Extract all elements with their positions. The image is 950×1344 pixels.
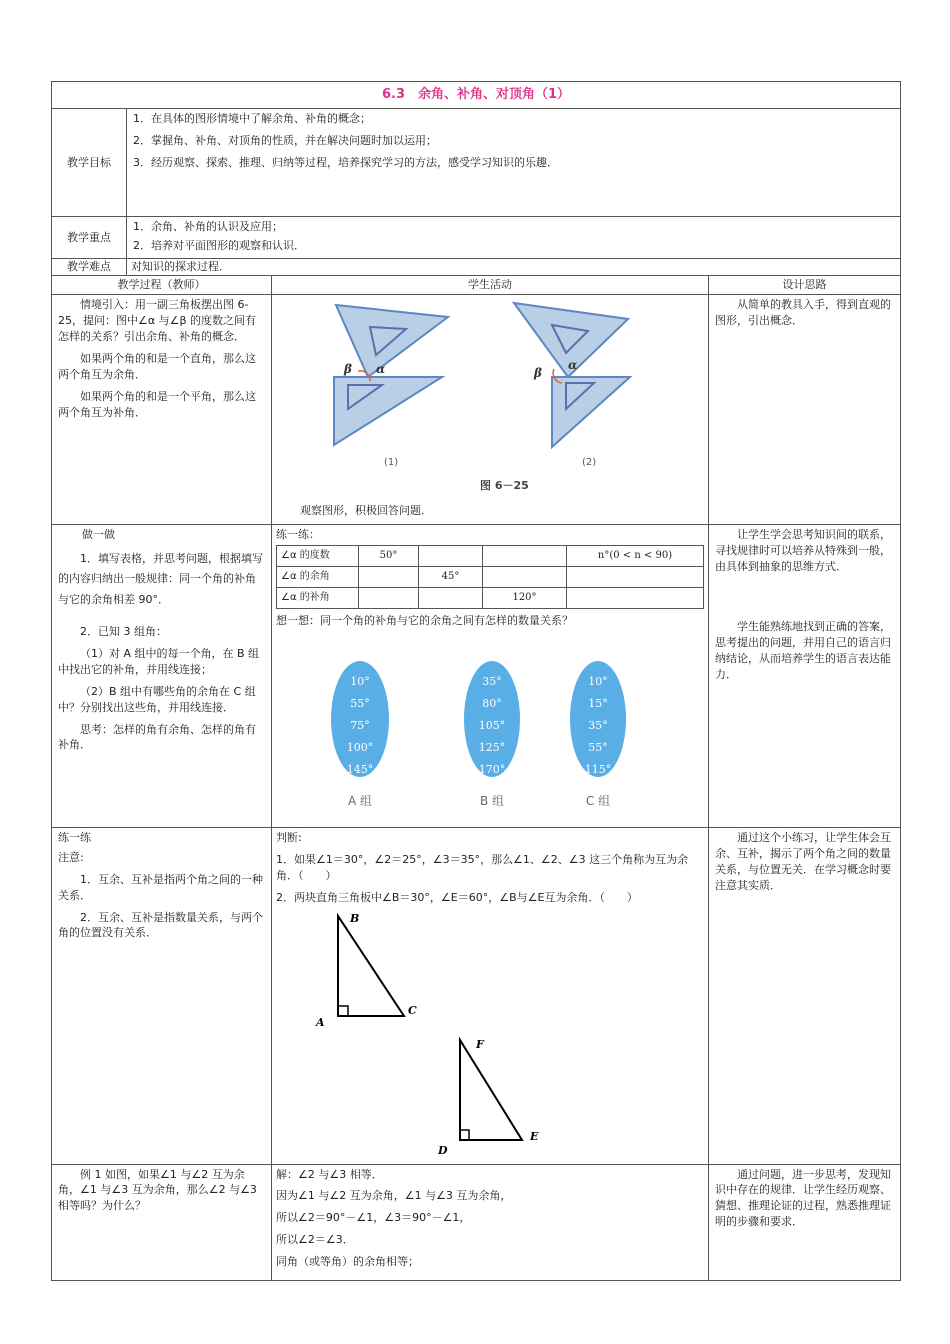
row3-design — [709, 827, 901, 1164]
row1-student — [272, 294, 709, 524]
subfigure-label: (1) — [384, 456, 399, 468]
group-b — [464, 661, 520, 808]
objective-item: 2．掌握角、补角、对顶角的性质，并在解决问题时加以运用； — [133, 133, 437, 147]
row2-teacher — [52, 524, 272, 827]
column-header-design: 设计思路 — [709, 275, 901, 294]
teacher-paragraph: 思考：怎样的角有余角、怎样的角有补角． — [58, 722, 256, 752]
row2-student — [272, 524, 709, 827]
key-point-item: 2．培养对平面图形的观察和认识． — [133, 238, 305, 252]
solution-line: 所以∠2＝90°－∠1，∠3＝90°－∠1， — [276, 1211, 471, 1225]
think-question: 想一想：同一个角的补角与它的余角之间有怎样的数量关系？ — [276, 613, 573, 627]
table-cell[interactable]: 45° — [419, 566, 483, 587]
key-point-item: 1．余角、补角的认识及应用； — [133, 220, 283, 233]
group-value: 80° — [482, 696, 502, 710]
table-cell[interactable] — [483, 545, 567, 566]
group-name: B 组 — [479, 793, 505, 808]
group-name: A 组 — [347, 793, 373, 808]
group-value: 15° — [588, 696, 608, 710]
teacher-paragraph: 注意: — [58, 850, 84, 864]
column-header-teacher: 教学过程（教师） — [52, 275, 272, 294]
lesson-plan-table — [51, 81, 901, 1281]
group-c — [570, 661, 626, 808]
teacher-paragraph: 如果两个角的和是一个直角，那么这两个角互为余角． — [58, 351, 256, 381]
ruler-set-1 — [334, 305, 448, 468]
table-cell[interactable]: 50° — [359, 545, 419, 566]
group-value: 125° — [478, 740, 506, 754]
subfigure-label: (2) — [582, 456, 597, 468]
teacher-heading: 练一练 — [58, 830, 91, 844]
group-value: 145° — [346, 762, 374, 776]
table-cell[interactable]: 120° — [483, 587, 567, 608]
triangle-rulers-figure — [276, 297, 704, 497]
judge-label: 判断: — [276, 830, 302, 844]
design-note: 通过问题，进一步思考，发现知识中存在的规律．让学生经历观察、猜想、推理论证的过程，熟悉推理证明的步骤和要求． — [715, 1167, 891, 1229]
page-title: 6.3 余角、补角、对顶角（1） — [52, 82, 901, 109]
row4-design — [709, 1164, 901, 1280]
row1-teacher — [52, 294, 272, 524]
table-row — [277, 587, 704, 608]
group-value: 75° — [350, 718, 370, 732]
design-note: 让学生学会思考知识间的联系，寻找规律时可以培养从特殊到一般，由具体到抽象的思维方式． — [715, 527, 891, 573]
group-value: 10° — [350, 674, 370, 688]
table-row — [277, 545, 704, 566]
angle-table — [276, 545, 704, 609]
vertex-label: D — [438, 1143, 448, 1157]
student-note: 观察图形，积极回答问题． — [300, 503, 432, 517]
table-cell: ∠α 的补角 — [277, 587, 359, 608]
table-cell: ∠α 的度数 — [277, 545, 359, 566]
row2-design — [709, 524, 901, 827]
group-a — [331, 661, 389, 808]
key-points-label: 教学重点 — [52, 217, 127, 259]
objective-item: 1．在具体的图形情境中了解余角、补角的概念； — [133, 112, 371, 125]
judge-question: 1．如果∠1＝30°，∠2＝25°，∠3＝35°，那么∠1、∠2、∠3 这三个角称为互为余角．（ ） — [276, 852, 689, 882]
ruler-set-2 — [514, 303, 630, 468]
table-cell[interactable] — [567, 566, 704, 587]
triangle-def — [437, 1038, 539, 1157]
row3-teacher — [52, 827, 272, 1164]
row3-student — [272, 827, 709, 1164]
group-value: 115° — [584, 762, 612, 776]
table-cell[interactable] — [359, 566, 419, 587]
teacher-paragraph: 2．互余、互补是指数量关系，与两个角的位置没有关系． — [58, 910, 263, 940]
group-name: C 组 — [585, 793, 611, 808]
right-triangles-figure — [276, 906, 704, 1162]
design-note: 学生能熟练地找到正确的答案，思考提出的问题，并用自己的语言归纳结论，从而培养学生的语言表达能力． — [715, 619, 891, 681]
group-value: 55° — [588, 740, 608, 754]
vertex-label: A — [316, 1015, 325, 1029]
row4-student — [272, 1164, 709, 1280]
vertex-label: F — [476, 1037, 484, 1051]
objective-item: 3．经历观察、探索、推理、归纳等过程，培养探究学习的方法，感受学习知识的乐趣． — [133, 155, 558, 169]
group-value: 35° — [482, 674, 502, 688]
table-cell[interactable] — [483, 566, 567, 587]
column-header-student: 学生活动 — [272, 275, 709, 294]
alpha-label: α — [568, 357, 578, 372]
solution-line: 同角（或等角）的余角相等； — [276, 1255, 419, 1269]
teacher-paragraph: （2）B 组中有哪些角的余角在 C 组中？分别找出这些角，并用线连接． — [58, 684, 256, 714]
objectives-list — [127, 109, 901, 217]
design-note: 从简单的教具入手，得到直观的图形，引出概念． — [715, 297, 891, 327]
alpha-label: α — [376, 361, 386, 376]
table-cell[interactable] — [419, 545, 483, 566]
figure-caption: 图 6－25 — [480, 478, 529, 492]
difficulty-text: 对知识的探求过程． — [127, 259, 901, 276]
vertex-label: E — [530, 1129, 539, 1143]
vertex-label: C — [408, 1003, 417, 1017]
key-points-list — [127, 217, 901, 259]
group-value: 105° — [478, 718, 506, 732]
group-value: 35° — [588, 718, 608, 732]
difficulty-label: 教学难点 — [52, 259, 127, 276]
judge-question: 2．两块直角三角板中∠B＝30°，∠E＝60°，∠B与∠E互为余角．（ ） — [276, 890, 638, 904]
table-cell[interactable] — [567, 587, 704, 608]
teacher-paragraph: 情境引入：用一副三角板摆出图 6-25，提问：图中∠α 与∠β 的度数之间有怎样的关系？引出余角、补角的概念． — [58, 297, 256, 343]
solution-line: 所以∠2＝∠3． — [276, 1233, 354, 1247]
practice-label: 练一练： — [276, 527, 320, 541]
row4-teacher — [52, 1164, 272, 1280]
row1-design — [709, 294, 901, 524]
teacher-paragraph: 2．已知 3 组角： — [80, 624, 167, 638]
group-value: 55° — [350, 696, 370, 710]
table-cell[interactable] — [419, 587, 483, 608]
solution-line: 解：∠2 与∠3 相等． — [276, 1167, 383, 1181]
angle-groups-figure — [276, 629, 704, 825]
triangle-abc — [315, 912, 417, 1029]
objectives-label: 教学目标 — [52, 109, 127, 217]
group-value: 100° — [346, 740, 374, 754]
table-cell: ∠α 的余角 — [277, 566, 359, 587]
table-cell[interactable]: n°(0 < n < 90) — [567, 545, 704, 566]
solution-line: 因为∠1 与∠2 互为余角，∠1 与∠3 互为余角， — [276, 1189, 512, 1203]
teacher-paragraph: （1）对 A 组中的每一个角，在 B 组中找出它的补角，并用线连接； — [58, 646, 260, 676]
design-note: 通过这个小练习，让学生体会互余、互补，揭示了两个角之间的数量关系，与位置无关．在学习概念时要注意其实质． — [715, 830, 891, 892]
example-question: 例 1 如图，如果∠1 与∠2 互为余角，∠1 与∠3 互为余角，那么∠2 与∠3 相等吗？为什么？ — [58, 1167, 257, 1213]
teacher-heading: 做一做 — [82, 527, 115, 541]
group-value: 10° — [588, 674, 608, 688]
group-value: 170° — [478, 762, 506, 776]
table-row — [277, 566, 704, 587]
teacher-paragraph: 1．填写表格，并思考问题，根据填写的内容归纳出一般规律：同一个角的补角与它的余角相差 90°． — [58, 551, 263, 606]
teacher-paragraph: 如果两个角的和是一个平角，那么这两个角互为补角． — [58, 389, 256, 419]
vertex-label: B — [350, 911, 360, 925]
teacher-paragraph: 1．互余、互补是指两个角之间的一种关系． — [58, 872, 263, 902]
beta-label: β — [534, 365, 542, 380]
beta-label: β — [344, 361, 352, 376]
table-cell[interactable] — [359, 587, 419, 608]
